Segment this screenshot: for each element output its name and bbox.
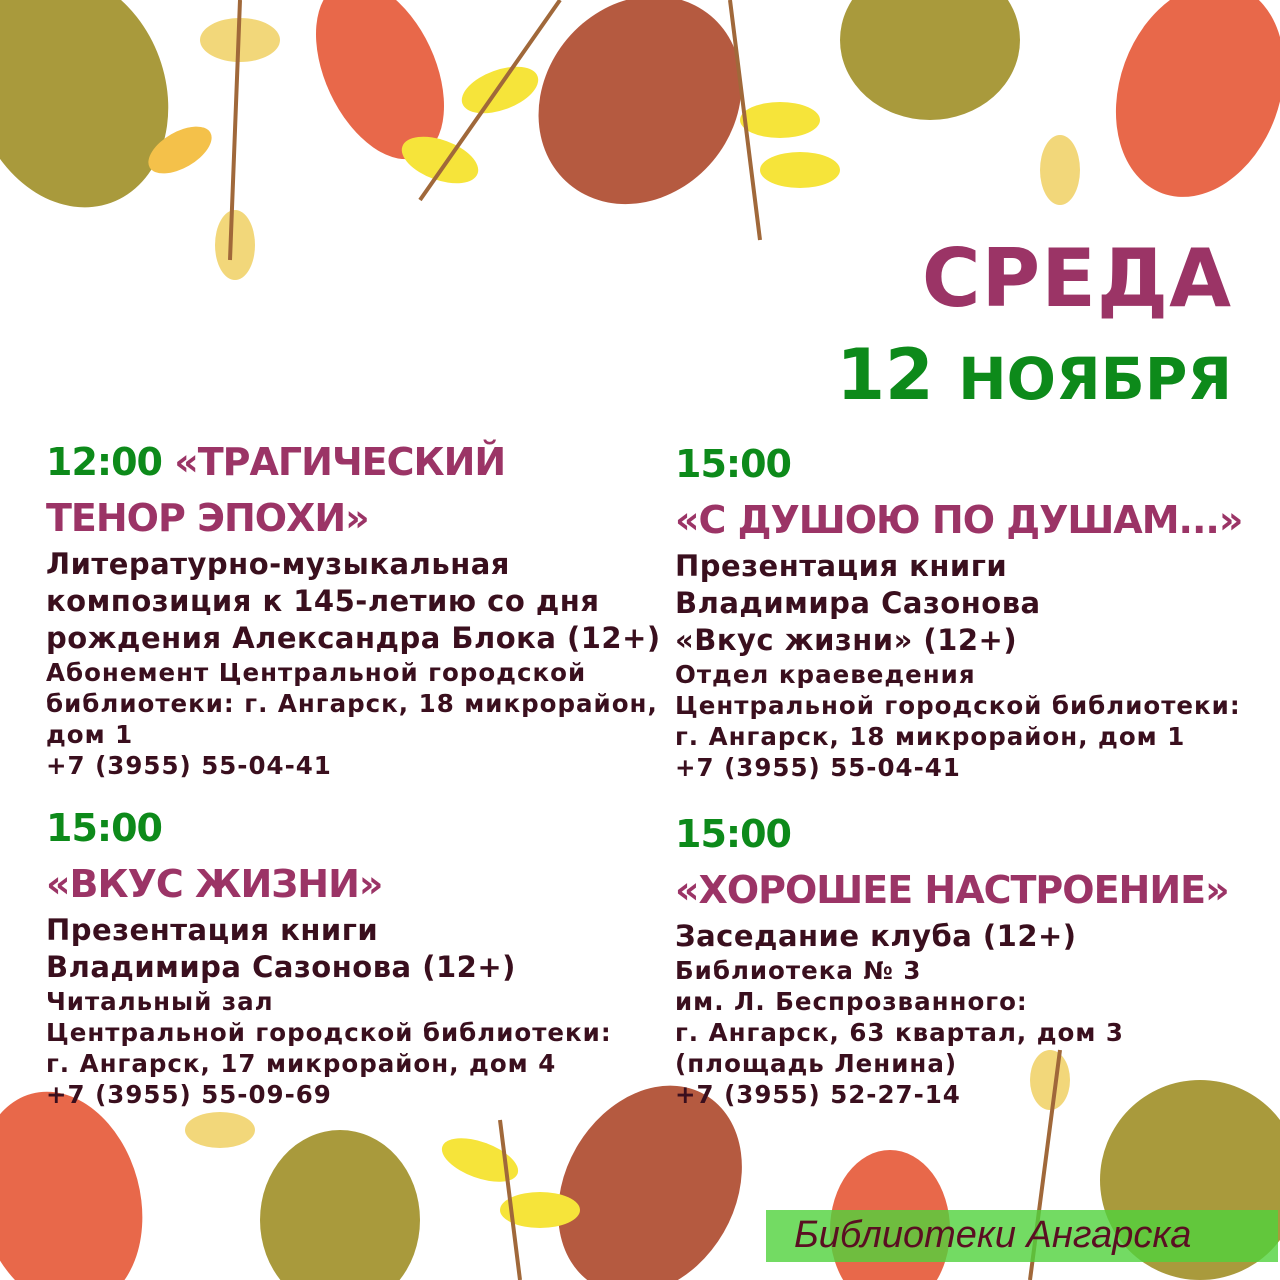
event-desc: Презентация книги [675, 549, 1008, 583]
event-address: Абонемент Центральной городской [46, 658, 587, 687]
event-address: г. Ангарск, 18 микрорайон, дом 1 [675, 722, 1186, 751]
event-desc: Заседание клуба (12+) [675, 919, 1077, 953]
event-desc: Владимира Сазонова [675, 586, 1041, 620]
event-title: «С ДУШОЮ ПО ДУШАМ...» [675, 498, 1243, 542]
footer-banner [766, 1210, 1278, 1262]
date-number: 12 [836, 334, 934, 416]
event-desc: композиция к 145-летию со дня [46, 584, 600, 618]
event-address: Центральной городской библиотеки: [675, 691, 1241, 720]
event-card-1 [46, 434, 661, 781]
event-address: Читальный зал [46, 987, 274, 1016]
date-heading [836, 334, 1232, 416]
event-phone: +7 (3955) 55-04-41 [675, 753, 961, 782]
event-desc: «Вкус жизни» (12+) [675, 623, 1018, 657]
weekday-heading: СРЕДА [921, 232, 1232, 325]
event-address: г. Ангарск, 63 квартал, дом 3 [675, 1018, 1124, 1047]
event-card-4 [675, 806, 1229, 1110]
date-month: НОЯБРЯ [958, 345, 1232, 413]
event-address: Отдел краеведения [675, 660, 976, 689]
event-address: Центральной городской библиотеки: [46, 1018, 612, 1047]
event-address: г. Ангарск, 17 микрорайон, дом 4 [46, 1049, 557, 1078]
event-address: библиотеки: г. Ангарск, 18 микрорайон, [46, 689, 658, 718]
event-desc: Презентация книги [46, 913, 379, 947]
event-title-cont: ТЕНОР ЭПОХИ» [46, 496, 369, 540]
event-title: «ВКУС ЖИЗНИ» [46, 862, 383, 906]
event-card-2 [675, 436, 1242, 783]
event-address: Библиотека № 3 [675, 956, 922, 985]
event-desc: рождения Александра Блока (12+) [46, 621, 661, 655]
event-title: «ХОРОШЕЕ НАСТРОЕНИЕ» [675, 868, 1229, 912]
event-time: 15:00 [675, 442, 791, 486]
footer-label: Библиотеки Ангарска [794, 1214, 1192, 1256]
event-desc: Владимира Сазонова (12+) [46, 950, 516, 984]
event-phone: +7 (3955) 52-27-14 [675, 1080, 961, 1109]
event-phone: +7 (3955) 55-04-41 [46, 751, 332, 780]
event-card-3 [46, 800, 612, 1110]
event-address: им. Л. Беспрозванного: [675, 987, 1028, 1016]
event-address: (площадь Ленина) [675, 1049, 958, 1078]
event-title: «ТРАГИЧЕСКИЙ [174, 440, 506, 484]
event-address: дом 1 [46, 720, 134, 749]
event-time: 12:00 [46, 440, 162, 484]
event-time: 15:00 [46, 806, 162, 850]
event-time: 15:00 [675, 812, 791, 856]
event-desc: Литературно-музыкальная [46, 547, 510, 581]
event-phone: +7 (3955) 55-09-69 [46, 1080, 332, 1109]
